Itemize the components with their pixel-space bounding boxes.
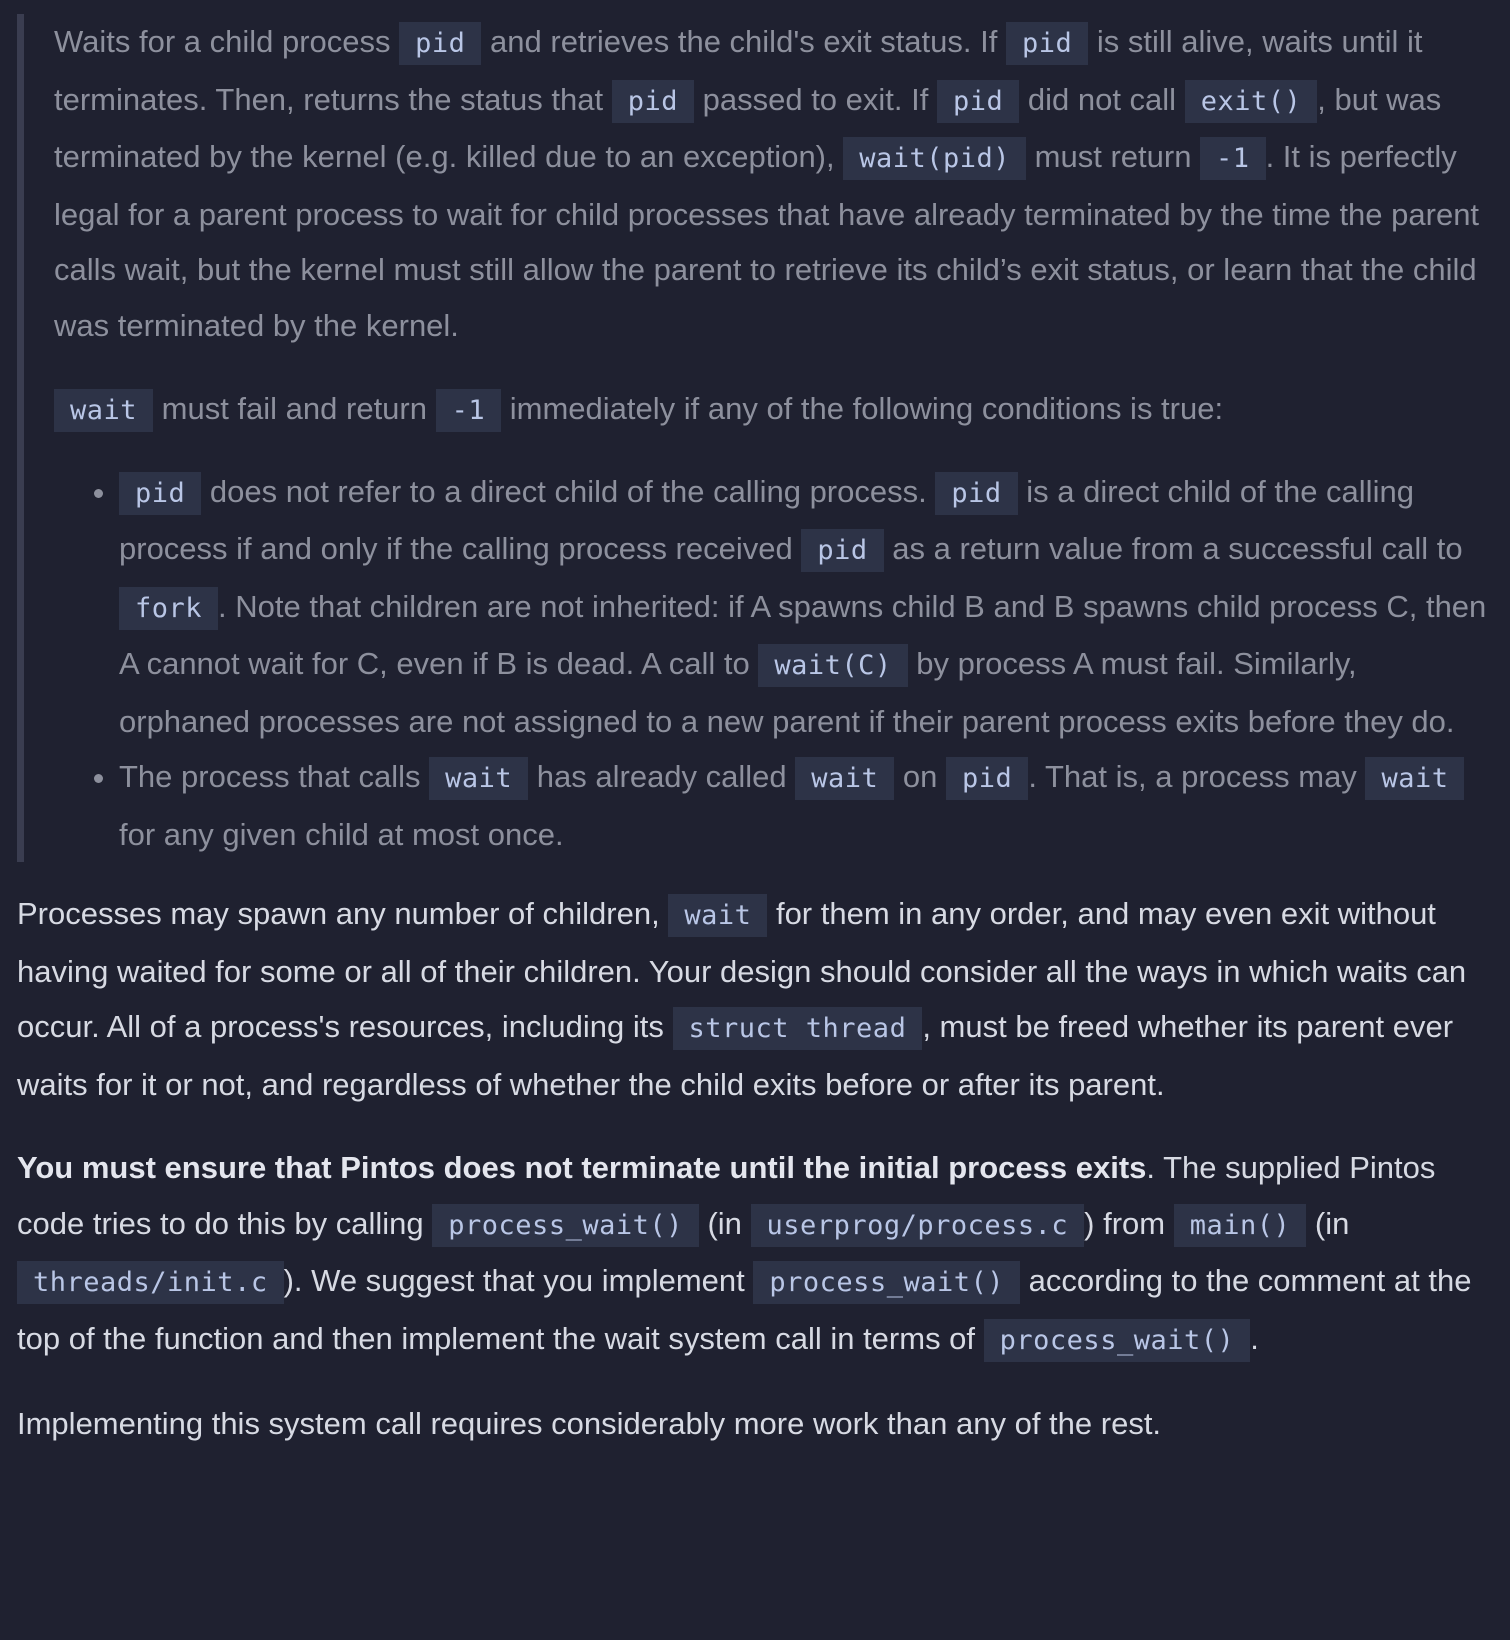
text-span: The process that calls [119,759,430,794]
text-span: must return [1026,139,1201,174]
inline-code: wait(C) [758,644,907,687]
text-span: , but was terminated by the kernel (e.g. killed due to an exception), [54,81,1442,174]
text-span: has already called [528,759,796,794]
document-page [0,14,1510,1452]
list-item [119,464,1493,750]
list-item [119,749,1493,862]
text-span: . That is, a process may [1028,759,1366,794]
text-span: . The supplied Pintos code tries to do this by calling [17,1150,1436,1241]
inline-code: pid [935,472,1017,515]
text-span: did not call [1019,81,1185,117]
text-span: for them in any order, and may even exit without having waited for some or all of their children. Your design should consider all the ways in which waits can occur. All of a process's resources, including its [17,896,1467,1044]
text-span: immediately if any of the following conditions is true: [501,391,1224,426]
text-span: . Note that children are not inherited: if A spawns child B and B spawns child process C, then A cannot wait for C, even if B is dead. A call to [119,588,1487,681]
inline-code: pid [1006,22,1088,65]
inline-code: process_wait() [432,1204,699,1247]
text-span: on [894,759,947,794]
quote-paragraph-fail-conditions [54,381,1493,439]
text-span: Implementing this system call requires considerably more work than any of the rest. [17,1406,1162,1441]
paragraph-initial-process [17,1140,1493,1368]
inline-code: -1 [436,389,502,432]
inline-code: pid [937,80,1019,123]
text-span: according to the comment at the top of the function and then implement the wait system call in terms of [17,1263,1472,1356]
inline-code: fork [119,587,218,630]
inline-code: wait [429,757,528,800]
inline-code: pid [612,80,694,123]
text-span: Processes may spawn any number of children, [17,896,669,931]
text-span: (in [698,1205,751,1241]
text-span: for any given child at most once. [119,816,564,852]
inline-code: wait [54,389,153,432]
text-span: passed to exit. If [694,81,937,117]
inline-code: process_wait() [753,1261,1020,1304]
inline-code: wait [795,757,894,800]
inline-code: -1 [1200,137,1266,180]
inline-code: struct thread [673,1007,923,1050]
paragraph-implementation-note [17,1396,1493,1452]
inline-code: exit() [1185,80,1318,123]
bold-text: You must ensure that Pintos does not terminate until the initial process exits [17,1150,1147,1185]
text-span: , must be freed whether its parent ever waits for it or not, and regardless of whether the child exits before or after its parent. [17,1009,1454,1102]
inline-code: threads/init.c [17,1261,284,1304]
inline-code: main() [1174,1204,1307,1247]
text-span: and retrieves the child's exit status. If [481,24,1006,59]
text-span: (in [1306,1205,1350,1241]
text-span: Waits for a child process [54,24,400,59]
inline-code: pid [399,22,481,65]
text-span: . [1250,1320,1259,1356]
text-span: is still alive, waits until it terminates. Then, returns the status that [54,24,1423,117]
wait-syscall-quote [17,14,1493,862]
inline-code: wait(pid) [843,137,1026,180]
text-span: as a return value from a successful call to [883,531,1463,566]
fail-conditions-list [54,464,1493,863]
text-span: . It is perfectly legal for a parent process to wait for child processes that have already terminated by the time the parent calls wait, but the kernel must still allow the parent to retrieve its child’s exit status, or learn that the child was terminated by the kernel. [54,139,1480,343]
text-span: ) from [1084,1205,1174,1241]
paragraph-children-waits [17,886,1493,1112]
inline-code: pid [801,529,883,572]
main-content [17,886,1493,1452]
text-span: does not refer to a direct child of the calling process. [201,473,936,509]
text-span: is a direct child of the calling process if and only if the calling process received [119,473,1414,566]
inline-code: userprog/process.c [751,1204,1085,1247]
text-span: ). We suggest that you implement [283,1263,754,1298]
text-span: by process A must fail. Similarly, orphaned processes are not assigned to a new parent if their parent process exits before they do. [119,646,1455,739]
inline-code: wait [1365,757,1464,800]
inline-code: pid [119,472,201,515]
inline-code: pid [946,757,1028,800]
inline-code: wait [668,894,767,937]
inline-code: process_wait() [984,1319,1251,1362]
quote-paragraph-wait-description [54,14,1493,353]
text-span: must fail and return [153,391,436,426]
